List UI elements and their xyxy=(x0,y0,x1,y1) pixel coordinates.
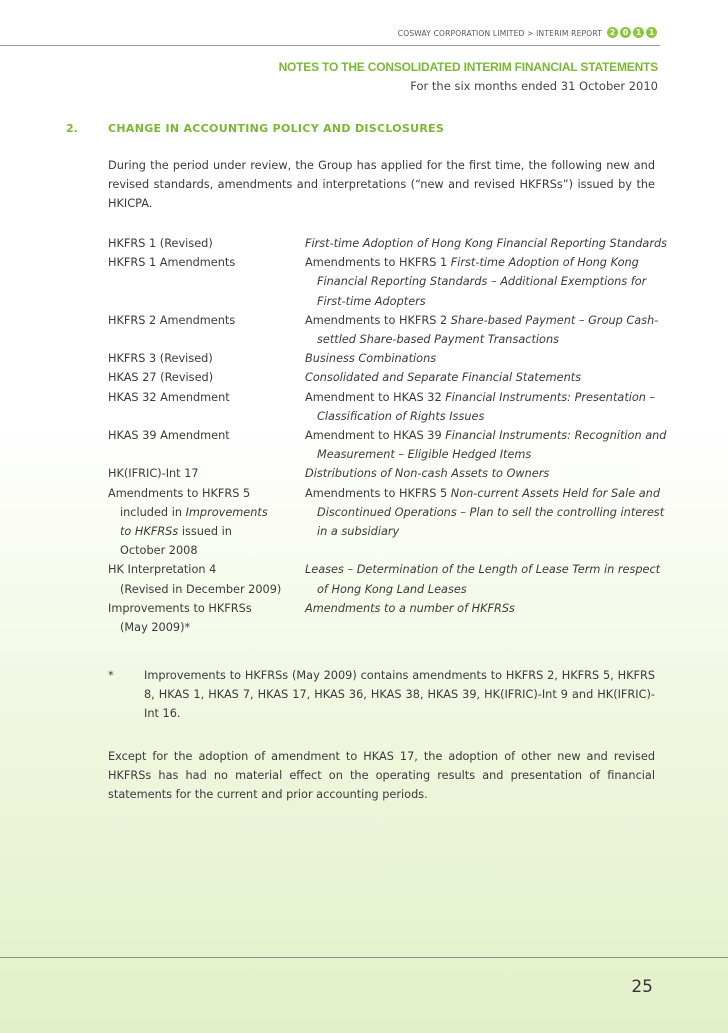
standard-description: Amendment to HKAS 32 Financial Instruments: Presentation – Classification of Rights Issues xyxy=(305,390,656,423)
standard-row xyxy=(108,599,658,637)
standard-code: HK(IFRIC)-Int 17 xyxy=(108,467,199,481)
standard-description: First-time Adoption of Hong Kong Financial Reporting Standards xyxy=(305,237,668,250)
standard-description: Distributions of Non-cash Assets to Owners xyxy=(305,467,550,481)
standard-description: Amendments to HKFRS 5 Non-current Assets Held for Sale and Discontinued Operations – Plan to sell the controlling interest in a subsidiary xyxy=(305,486,665,539)
standard-code: HKAS 27 (Revised) xyxy=(108,371,214,385)
year-digit: 0 xyxy=(620,27,631,38)
intro-paragraph: During the period under review, the Group has applied for the first time, the following new and revised standards, amendments and interpretations (“new and revised HKFRSs”) issued by the HKICPA. xyxy=(108,159,655,211)
year-digit: 1 xyxy=(646,27,657,38)
header-divider xyxy=(0,45,660,46)
standard-code: HKFRS 1 Amendments xyxy=(108,256,236,270)
year-digit: 1 xyxy=(633,27,644,38)
page-title: NOTES TO THE CONSOLIDATED INTERIM FINANCIAL STATEMENTS xyxy=(278,60,658,74)
standard-row xyxy=(108,349,658,368)
standards-list xyxy=(108,234,668,637)
section-title: CHANGE IN ACCOUNTING POLICY AND DISCLOSURES xyxy=(108,122,445,135)
footnote-text: Improvements to HKFRSs (May 2009) contains amendments to HKFRS 2, HKFRS 5, HKFRS 8, HKAS 1, HKAS 7, HKAS 17, HKAS 36, HKAS 38, HKAS 39, HK(IFRIC)-Int 9 and HK(IFRIC)-Int 16. xyxy=(144,669,655,721)
standard-code: HKFRS 3 (Revised) xyxy=(108,352,213,366)
standard-description: Business Combinations xyxy=(305,352,437,366)
standard-code: HKAS 32 Amendment xyxy=(108,390,230,404)
footer-divider xyxy=(0,957,728,958)
page-number: 25 xyxy=(631,977,653,997)
standard-description: Consolidated and Separate Financial Statements xyxy=(305,371,582,385)
standard-description: Amendments to HKFRS 2 Share-based Payment – Group Cash-settled Share-based Payment Transactions xyxy=(305,313,659,347)
standard-row xyxy=(108,464,658,483)
page-subtitle: For the six months ended 31 October 2010 xyxy=(410,79,658,93)
standard-code: HKAS 39 Amendment xyxy=(108,429,230,443)
standard-row xyxy=(108,484,665,561)
section-number: 2. xyxy=(66,122,78,135)
closing-paragraph: Except for the adoption of amendment to HKAS 17, the adoption of other new and revised HKFRSs has had no material effect on the operating results and presentation of financial statements for the current and prior accounting periods. xyxy=(108,750,655,802)
report-year-badge xyxy=(607,27,657,38)
standard-description: Amendments to HKFRS 1 First-time Adoption of Hong Kong Financial Reporting Standards – Additional Exemptions for First-time Adopters xyxy=(305,256,647,308)
footnote-mark: * xyxy=(108,669,114,682)
standard-row xyxy=(108,368,658,387)
standard-description: Amendment to HKAS 39 Financial Instruments: Recognition and Measurement – Eligible Hedged Items xyxy=(305,429,667,462)
standard-description: Leases – Determination of the Length of Lease Term in respect of Hong Kong Land Leases xyxy=(305,563,661,596)
year-digit: 2 xyxy=(607,27,618,38)
standard-code: HKFRS 1 (Revised) xyxy=(108,237,213,250)
footnote xyxy=(108,666,655,724)
standard-code: Improvements to HKFRSs (May 2009)* xyxy=(108,601,252,635)
standard-row xyxy=(108,253,658,311)
running-head: COSWAY CORPORATION LIMITED > INTERIM REPORT xyxy=(397,29,602,38)
standard-row xyxy=(108,388,658,426)
standard-row xyxy=(108,234,668,253)
standard-code: HK Interpretation 4 (Revised in December 2009) xyxy=(108,563,282,596)
standard-row xyxy=(108,560,661,598)
standard-row xyxy=(108,426,667,464)
standard-row xyxy=(108,311,658,349)
standard-description: Amendments to a number of HKFRSs xyxy=(305,601,515,615)
standard-code: Amendments to HKFRS 5 included in Improvements to HKFRSs issued in October 2008 xyxy=(108,486,268,558)
standard-code: HKFRS 2 Amendments xyxy=(108,313,236,327)
